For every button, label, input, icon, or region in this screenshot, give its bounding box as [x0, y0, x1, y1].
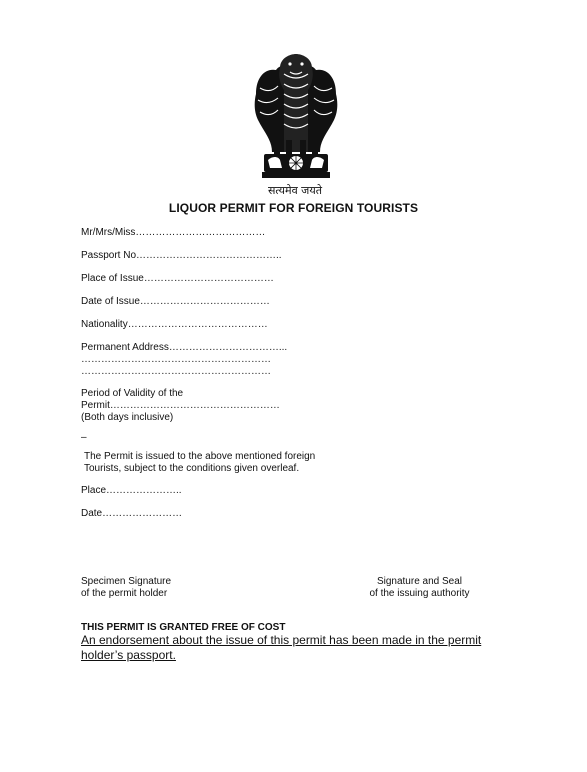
statement-line-1: The Permit is issued to the above mentioned foreign [84, 451, 316, 462]
national-motto: सत्यमेव जयते [267, 184, 322, 197]
validity-label: Period of Validity of the [81, 388, 184, 399]
place-field: Place………………….. [81, 485, 182, 496]
free-of-cost-notice: THIS PERMIT IS GRANTED FREE OF COST [81, 622, 286, 633]
authority-signature-line-2: of the issuing authority [369, 588, 470, 599]
holder-signature-line-2: of the permit holder [81, 588, 168, 599]
permit-statement [84, 451, 315, 475]
endorsement-note: An endorsement about the issue of this permit has been made in the permit holder’s passport. [81, 633, 482, 662]
address-line-3: ………………………………………………… [81, 366, 271, 377]
place-of-issue-field: Place of Issue………………………………… [81, 273, 274, 284]
national-emblem-icon [250, 54, 342, 182]
date-of-issue-field: Date of Issue………………………………… [81, 296, 270, 307]
name-field: Mr/Mrs/Miss………………………………… [81, 227, 266, 238]
passport-number-field: Passport No…………………………………….. [81, 250, 282, 261]
date-field: Date…………………… [81, 508, 183, 519]
validity-period-field [81, 388, 280, 424]
document-title: LIQUOR PERMIT FOR FOREIGN TOURISTS [168, 201, 419, 215]
authority-signature-line-1: Signature and Seal [376, 576, 463, 587]
holder-signature-line-1: Specimen Signature [81, 576, 172, 587]
authority-signature-block [352, 576, 487, 600]
permanent-address-field [81, 342, 287, 378]
address-line-2: ………………………………………………… [81, 354, 271, 365]
address-label: Permanent Address……………………………... [81, 342, 288, 353]
separator-dash: – [81, 432, 87, 443]
validity-note: (Both days inclusive) [81, 412, 174, 423]
holder-signature-block [81, 576, 171, 600]
statement-line-2: Tourists, subject to the conditions given overleaf. [84, 463, 300, 474]
nationality-field: Nationality…………………………………… [81, 319, 268, 330]
validity-permit-line: Permit…………………………………………… [81, 400, 280, 411]
